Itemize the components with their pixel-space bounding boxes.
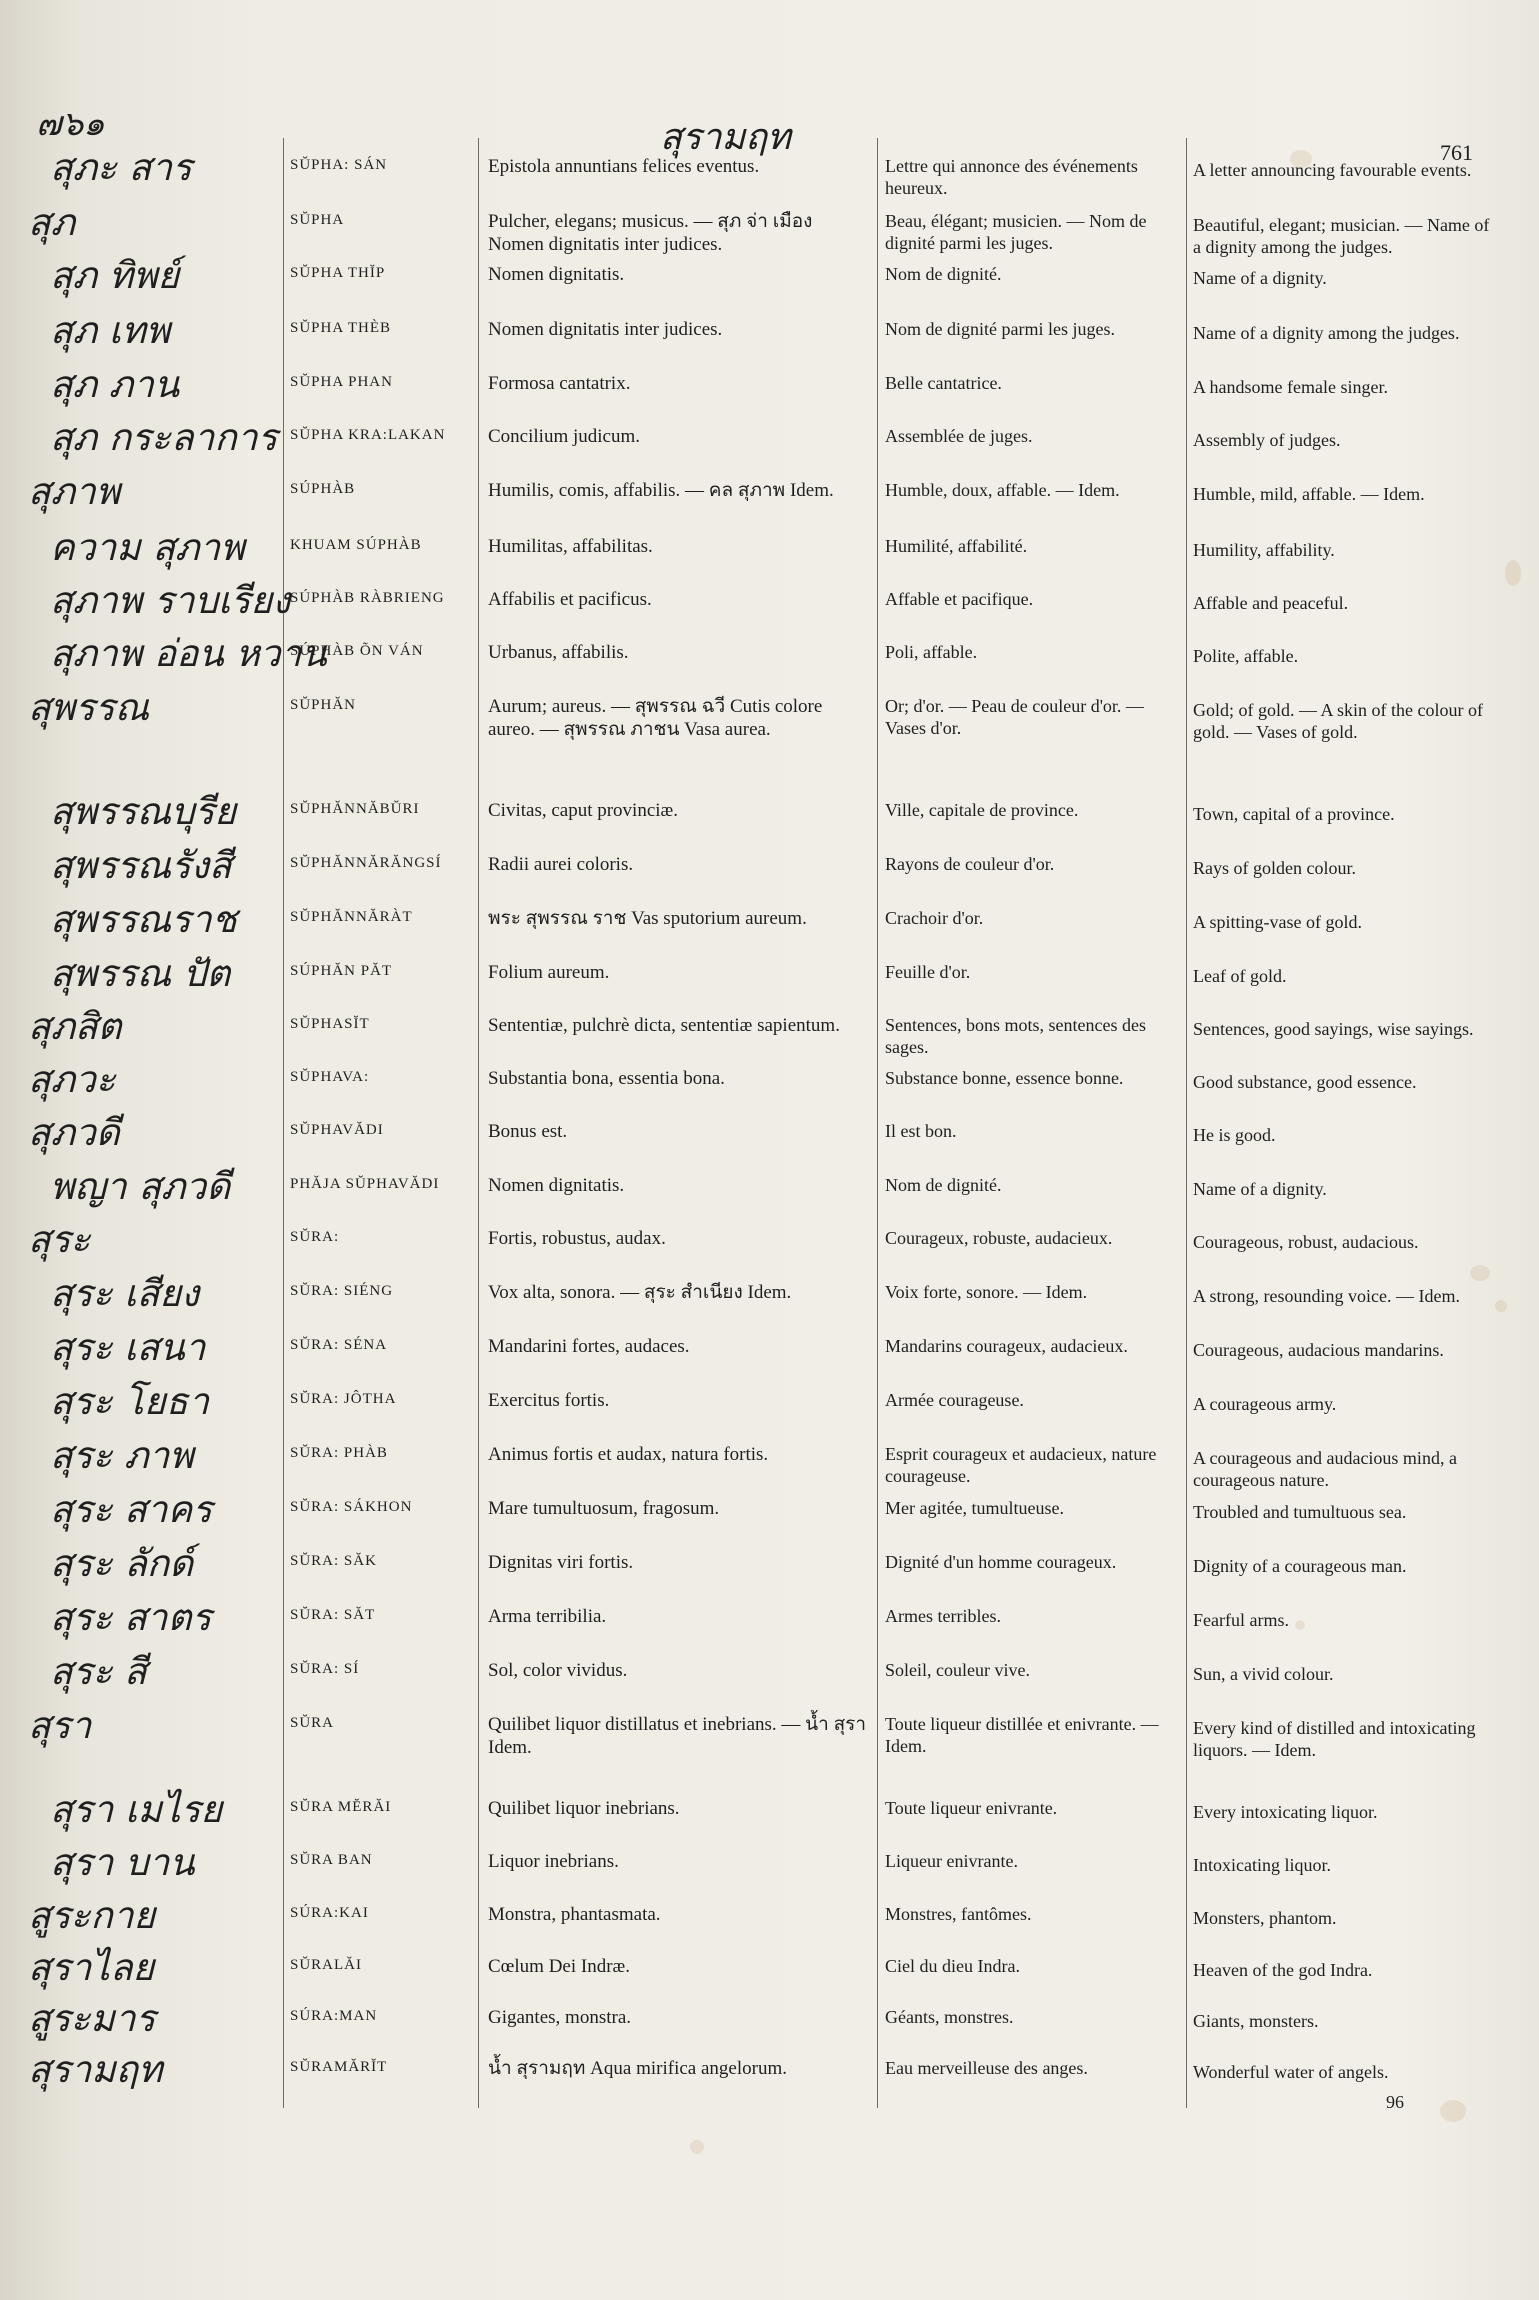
romanization: SŬPHĂNNĂRĂNGSÍ	[290, 855, 442, 871]
latin-definition: Gigantes, monstra.	[488, 2007, 632, 2028]
french-definition: Esprit courageux et audacieux, nature courageuse.	[885, 1444, 1157, 1486]
latin-definition: Vox alta, sonora. — สุระ สำเนียง Idem.	[488, 1282, 792, 1303]
english-definition: Name of a dignity.	[1193, 268, 1327, 288]
french-definition: Humilité, affabilité.	[885, 536, 1028, 556]
thai-headword: สุภ ภาน	[50, 363, 180, 406]
english-definition: Troubled and tumultuous sea.	[1193, 1502, 1407, 1522]
french-definition: Eau merveilleuse des anges.	[885, 2058, 1088, 2078]
thai-headword: สุระ	[28, 1218, 91, 1261]
latin-definition: Monstra, phantasmata.	[488, 1904, 661, 1925]
romanization: SÚRA:KAI	[290, 1905, 369, 1921]
thai-headword: สูระมาร	[28, 1997, 156, 2040]
romanization: SŬPHA THĬP	[290, 265, 386, 281]
thai-headword: สุพรรณรังสี	[50, 844, 232, 887]
thai-headword: สุระ สี	[50, 1650, 147, 1693]
english-definition: A strong, resounding voice. — Idem.	[1193, 1286, 1460, 1306]
thai-headword: สุภ เทพ	[50, 309, 171, 352]
thai-headword: สุพรรณ	[28, 686, 150, 729]
thai-headword: สุภวะ	[28, 1058, 116, 1101]
thai-headword: สุภ กระลาการ	[50, 416, 278, 459]
english-definition: Town, capital of a province.	[1193, 804, 1395, 824]
latin-definition: Radii aurei coloris.	[488, 854, 634, 875]
romanization: SŬPHA KRA:LAKAN	[290, 427, 446, 443]
thai-headword: สุภ ทิพย์	[50, 254, 180, 297]
french-definition: Mer agitée, tumultueuse.	[885, 1498, 1064, 1518]
thai-headword: พญา สุภวดี	[50, 1165, 231, 1208]
latin-definition: น้ำ สุรามฤท Aqua mirifica angelorum.	[488, 2058, 787, 2079]
english-definition: Heaven of the god Indra.	[1193, 1960, 1373, 1980]
french-definition: Soleil, couleur vive.	[885, 1660, 1030, 1680]
latin-definition: Nomen dignitatis.	[488, 1175, 625, 1196]
thai-headword: สุราไลย	[28, 1946, 155, 1989]
french-definition: Liqueur enivrante.	[885, 1851, 1018, 1871]
romanization: SŬRALĂI	[290, 1957, 363, 1973]
english-definition: Every intoxicating liquor.	[1193, 1802, 1378, 1822]
french-definition: Dignité d'un homme courageux.	[885, 1552, 1117, 1572]
romanization: SŬRA:	[290, 1229, 340, 1245]
thai-headword: สุระ สาตร	[50, 1596, 212, 1639]
thai-headword: สุระ โยธา	[50, 1380, 210, 1423]
english-definition: Rays of golden colour.	[1193, 858, 1356, 878]
latin-definition: Affabilis et pacificus.	[488, 589, 652, 610]
french-definition: Toute liqueur distillée et enivrante. — Idem.	[885, 1714, 1159, 1756]
romanization: SŬRA	[290, 1715, 335, 1731]
french-definition: Humble, doux, affable. — Idem.	[885, 480, 1120, 500]
french-definition: Feuille d'or.	[885, 962, 971, 982]
thai-headword: สุภ	[28, 201, 75, 244]
english-definition: A spitting-vase of gold.	[1193, 912, 1362, 932]
romanization: SŬPHA: SÁN	[290, 157, 388, 173]
french-definition: Mandarins courageux, audacieux.	[885, 1336, 1128, 1356]
romanization: SÚRA:MAN	[290, 2008, 378, 2024]
romanization: SŬRAMĂRĬT	[290, 2059, 388, 2075]
romanization: SŬPHAVĂDI	[290, 1122, 384, 1138]
thai-headword: สุระ เสียง	[50, 1272, 200, 1315]
french-definition: Nom de dignité.	[885, 1175, 1002, 1195]
french-definition: Nom de dignité parmi les juges.	[885, 319, 1115, 339]
romanization: SÚPHÀB RÀBRIENG	[290, 590, 445, 606]
romanization: SŬPHA	[290, 212, 345, 228]
thai-headword: สุภสิต	[28, 1005, 122, 1048]
english-definition: Monsters, phantom.	[1193, 1908, 1337, 1928]
romanization: PHĂJA SŬPHAVĂDI	[290, 1176, 440, 1192]
french-definition: Voix forte, sonore. — Idem.	[885, 1282, 1088, 1302]
french-definition: Poli, affable.	[885, 642, 978, 662]
latin-definition: Animus fortis et audax, natura fortis.	[488, 1444, 769, 1465]
latin-definition: Quilibet liquor inebrians.	[488, 1798, 680, 1819]
romanization: SŬRA: SĂT	[290, 1607, 376, 1623]
romanization: SŬPHA PHAN	[290, 374, 393, 390]
latin-definition: Fortis, robustus, audax.	[488, 1228, 666, 1249]
french-definition: Beau, élégant; musicien. — Nom de dignité parmi les juges.	[885, 211, 1147, 253]
romanization: SÚPHĂN PĂT	[290, 963, 393, 979]
latin-definition: Dignitas viri fortis.	[488, 1552, 634, 1573]
romanization: SŬRA: SÁKHON	[290, 1499, 413, 1515]
english-definition: He is good.	[1193, 1125, 1276, 1145]
romanization: SŬPHA THÈB	[290, 320, 391, 336]
english-definition: Humility, affability.	[1193, 540, 1335, 560]
english-definition: Every kind of distilled and intoxicating liquors. — Idem.	[1193, 1718, 1476, 1760]
latin-definition: Humilis, comis, affabilis. — คล สุภาพ Idem.	[488, 480, 834, 501]
romanization: SŬPHĂNNĂRÀT	[290, 909, 413, 925]
latin-definition: Substantia bona, essentia bona.	[488, 1068, 725, 1089]
english-definition: A courageous army.	[1193, 1394, 1337, 1414]
english-definition: A courageous and audacious mind, a courageous nature.	[1193, 1448, 1457, 1490]
romanization: SŬRA BAN	[290, 1852, 373, 1868]
latin-definition: Arma terribilia.	[488, 1606, 607, 1627]
latin-definition: Nomen dignitatis inter judices.	[488, 319, 723, 340]
romanization: SŬRA: SIÉNG	[290, 1283, 394, 1299]
latin-definition: Quilibet liquor distillatus et inebrians. — น้ำ สุรา Idem.	[488, 1714, 867, 1758]
french-definition: Assemblée de juges.	[885, 426, 1033, 446]
latin-definition: Mandarini fortes, audaces.	[488, 1336, 690, 1357]
thai-headword: สุภาพ ราบเรียง	[50, 579, 291, 622]
romanization: SŬRA: JÔTHA	[290, 1391, 397, 1407]
signature-number: 96	[1386, 2092, 1404, 2112]
romanization: SŬRA: SÉNA	[290, 1337, 388, 1353]
french-definition: Il est bon.	[885, 1121, 957, 1141]
english-definition: Courageous, audacious mandarins.	[1193, 1340, 1444, 1360]
french-definition: Armes terribles.	[885, 1606, 1001, 1626]
page-number: 761	[1440, 140, 1473, 165]
thai-headword: สุพรรณ ปัต	[50, 952, 231, 995]
romanization: SŬRA: SĂK	[290, 1553, 377, 1569]
thai-headword: สูระกาย	[28, 1894, 156, 1937]
thai-headword: ความ สุภาพ	[50, 526, 245, 569]
english-definition: Fearful arms.	[1193, 1610, 1289, 1630]
french-definition: Substance bonne, essence bonne.	[885, 1068, 1124, 1088]
english-definition: Affable and peaceful.	[1193, 593, 1349, 613]
latin-definition: Aurum; aureus. — สุพรรณ ฉวี Cutis colore aureo. — สุพรรณ ภาชน Vasa aurea.	[488, 696, 823, 740]
english-definition: Dignity of a courageous man.	[1193, 1556, 1407, 1576]
english-definition: Leaf of gold.	[1193, 966, 1287, 986]
latin-definition: Urbanus, affabilis.	[488, 642, 629, 663]
english-definition: Wonderful water of angels.	[1193, 2062, 1389, 2082]
french-definition: Rayons de couleur d'or.	[885, 854, 1055, 874]
french-definition: Belle cantatrice.	[885, 373, 1002, 393]
romanization: SŬRA: SÍ	[290, 1661, 360, 1677]
french-definition: Armée courageuse.	[885, 1390, 1024, 1410]
latin-definition: Cœlum Dei Indræ.	[488, 1956, 630, 1977]
latin-definition: Liquor inebrians.	[488, 1851, 619, 1872]
header-left-mark: ๗๖๑	[36, 104, 105, 144]
latin-definition: Epistola annuntians felices eventus.	[488, 156, 760, 177]
thai-headword: สุระ ภาพ	[50, 1434, 194, 1477]
english-definition: Assembly of judges.	[1193, 430, 1341, 450]
english-definition: Gold; of gold. — A skin of the colour of gold. — Vases of gold.	[1193, 700, 1483, 742]
thai-headword: สุภาพ อ่อน หวาน	[50, 632, 327, 675]
romanization: SŬPHAVA:	[290, 1069, 370, 1085]
english-definition: Name of a dignity among the judges.	[1193, 323, 1460, 343]
latin-definition: Bonus est.	[488, 1121, 568, 1142]
latin-definition: Civitas, caput provinciæ.	[488, 800, 678, 821]
thai-headword: สุพรรณราช	[50, 898, 237, 941]
latin-definition: Concilium judicum.	[488, 426, 640, 447]
romanization: SŬRA: PHÀB	[290, 1445, 388, 1461]
french-definition: Géants, monstres.	[885, 2007, 1014, 2027]
latin-definition: Exercitus fortis.	[488, 1390, 610, 1411]
french-definition: Lettre qui annonce des événements heureux.	[885, 156, 1138, 198]
latin-definition: Nomen dignitatis.	[488, 264, 625, 285]
french-definition: Monstres, fantômes.	[885, 1904, 1032, 1924]
latin-definition: Humilitas, affabilitas.	[488, 536, 653, 557]
thai-headword: สุระ เสนา	[50, 1326, 206, 1369]
french-definition: Sentences, bons mots, sentences des sages.	[885, 1015, 1146, 1057]
romanization: SŬPHĂNNĂBŬRI	[290, 801, 420, 817]
english-definition: Giants, monsters.	[1193, 2011, 1319, 2031]
thai-headword: สุระ สาคร	[50, 1488, 213, 1531]
romanization: KHUAM SÚPHÀB	[290, 537, 422, 553]
romanization: SÚPHÀB ÕN VÁN	[290, 643, 424, 659]
thai-headword: สุรา	[28, 1704, 92, 1747]
latin-definition: Mare tumultuosum, fragosum.	[488, 1498, 720, 1519]
english-definition: Humble, mild, affable. — Idem.	[1193, 484, 1425, 504]
latin-definition: Sententiæ, pulchrè dicta, sententiæ sapientum.	[488, 1015, 840, 1036]
romanization: SŬPHASĬT	[290, 1016, 370, 1032]
thai-headword: สุรา บาน	[50, 1841, 195, 1884]
french-definition: Ciel du dieu Indra.	[885, 1956, 1020, 1976]
latin-definition: Folium aureum.	[488, 962, 610, 983]
romanization: SÚPHÀB	[290, 481, 356, 497]
english-definition: Polite, affable.	[1193, 646, 1299, 666]
french-definition: Or; d'or. — Peau de couleur d'or. — Vases d'or.	[885, 696, 1144, 738]
thai-headword: สุพรรณบุรีย	[50, 790, 237, 833]
english-definition: Sentences, good sayings, wise sayings.	[1193, 1019, 1474, 1039]
english-definition: Intoxicating liquor.	[1193, 1855, 1331, 1875]
latin-definition: Sol, color vividus.	[488, 1660, 628, 1681]
english-definition: A letter announcing favourable events.	[1193, 160, 1472, 180]
french-definition: Crachoir d'or.	[885, 908, 984, 928]
english-definition: Name of a dignity.	[1193, 1179, 1327, 1199]
latin-definition: พระ สุพรรณ ราช Vas sputorium aureum.	[488, 908, 807, 929]
english-definition: Good substance, good essence.	[1193, 1072, 1417, 1092]
thai-headword: สุภะ สาร	[50, 146, 192, 189]
english-definition: Beautiful, elegant; musician. — Name of a dignity among the judges.	[1193, 215, 1490, 257]
french-definition: Courageux, robuste, audacieux.	[885, 1228, 1113, 1248]
thai-headword: สุภวดี	[28, 1111, 120, 1154]
french-definition: Affable et pacifique.	[885, 589, 1034, 609]
thai-headword: สุรา เมไรย	[50, 1788, 223, 1831]
thai-headword: สุระ ลักด์	[50, 1542, 194, 1585]
romanization: SŬPHĂN	[290, 697, 357, 713]
french-definition: Toute liqueur enivrante.	[885, 1798, 1058, 1818]
english-definition: A handsome female singer.	[1193, 377, 1388, 397]
english-definition: Sun, a vivid colour.	[1193, 1664, 1334, 1684]
english-definition: Courageous, robust, audacious.	[1193, 1232, 1419, 1252]
thai-headword: สุภาพ	[28, 470, 121, 513]
romanization: SŬRA MĔRĂI	[290, 1799, 392, 1815]
french-definition: Ville, capitale de province.	[885, 800, 1079, 820]
thai-headword: สุรามฤท	[28, 2048, 163, 2091]
latin-definition: Pulcher, elegans; musicus. — สุภ จ่า เมือง Nomen dignitatis inter judices.	[488, 211, 813, 255]
latin-definition: Formosa cantatrix.	[488, 373, 631, 394]
page-title: สุรามฤท	[660, 117, 791, 158]
french-definition: Nom de dignité.	[885, 264, 1002, 284]
